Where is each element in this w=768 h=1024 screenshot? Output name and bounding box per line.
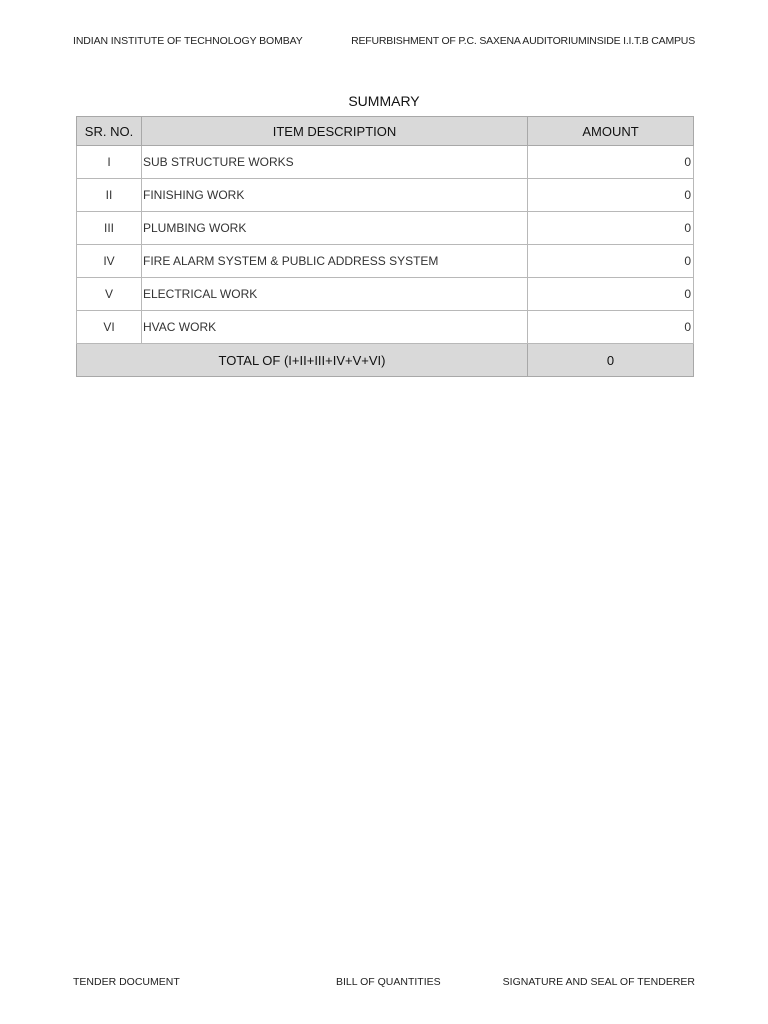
table-row	[77, 212, 694, 245]
row-description: ELECTRICAL WORK	[142, 278, 528, 311]
row-description: SUB STRUCTURE WORKS	[142, 146, 528, 179]
table-row	[77, 278, 694, 311]
page-title: SUMMARY	[348, 93, 420, 109]
row-description: HVAC WORK	[142, 311, 528, 344]
row-sr-no: V	[77, 278, 142, 311]
summary-table	[76, 116, 694, 377]
column-header-item-description: ITEM DESCRIPTION	[142, 117, 528, 146]
footer-bill-of-quantities: BILL OF QUANTITIES	[336, 976, 441, 988]
table-header-row	[77, 117, 694, 146]
table-row	[77, 311, 694, 344]
total-label: TOTAL OF (I+II+III+IV+V+VI)	[77, 344, 528, 377]
header-project-title: REFURBISHMENT OF P.C. SAXENA AUDITORIUMINSIDE I.I.T.B CAMPUS	[351, 35, 695, 47]
total-amount: 0	[528, 344, 694, 377]
header-institute-name: INDIAN INSTITUTE OF TECHNOLOGY BOMBAY	[73, 35, 303, 47]
row-amount: 0	[528, 179, 694, 212]
total-row	[77, 344, 694, 377]
row-sr-no: III	[77, 212, 142, 245]
row-description: PLUMBING WORK	[142, 212, 528, 245]
row-sr-no: IV	[77, 245, 142, 278]
footer-tender-document: TENDER DOCUMENT	[73, 976, 180, 988]
footer-signature-seal: SIGNATURE AND SEAL OF TENDERER	[502, 976, 695, 988]
row-sr-no: II	[77, 179, 142, 212]
row-amount: 0	[528, 245, 694, 278]
table-row	[77, 245, 694, 278]
row-description: FINISHING WORK	[142, 179, 528, 212]
table-row	[77, 146, 694, 179]
row-sr-no: I	[77, 146, 142, 179]
table-row	[77, 179, 694, 212]
row-sr-no: VI	[77, 311, 142, 344]
row-amount: 0	[528, 311, 694, 344]
column-header-sr-no: SR. NO.	[77, 117, 142, 146]
row-amount: 0	[528, 212, 694, 245]
row-amount: 0	[528, 146, 694, 179]
row-description: FIRE ALARM SYSTEM & PUBLIC ADDRESS SYSTEM	[142, 245, 528, 278]
row-amount: 0	[528, 278, 694, 311]
column-header-amount: AMOUNT	[528, 117, 694, 146]
